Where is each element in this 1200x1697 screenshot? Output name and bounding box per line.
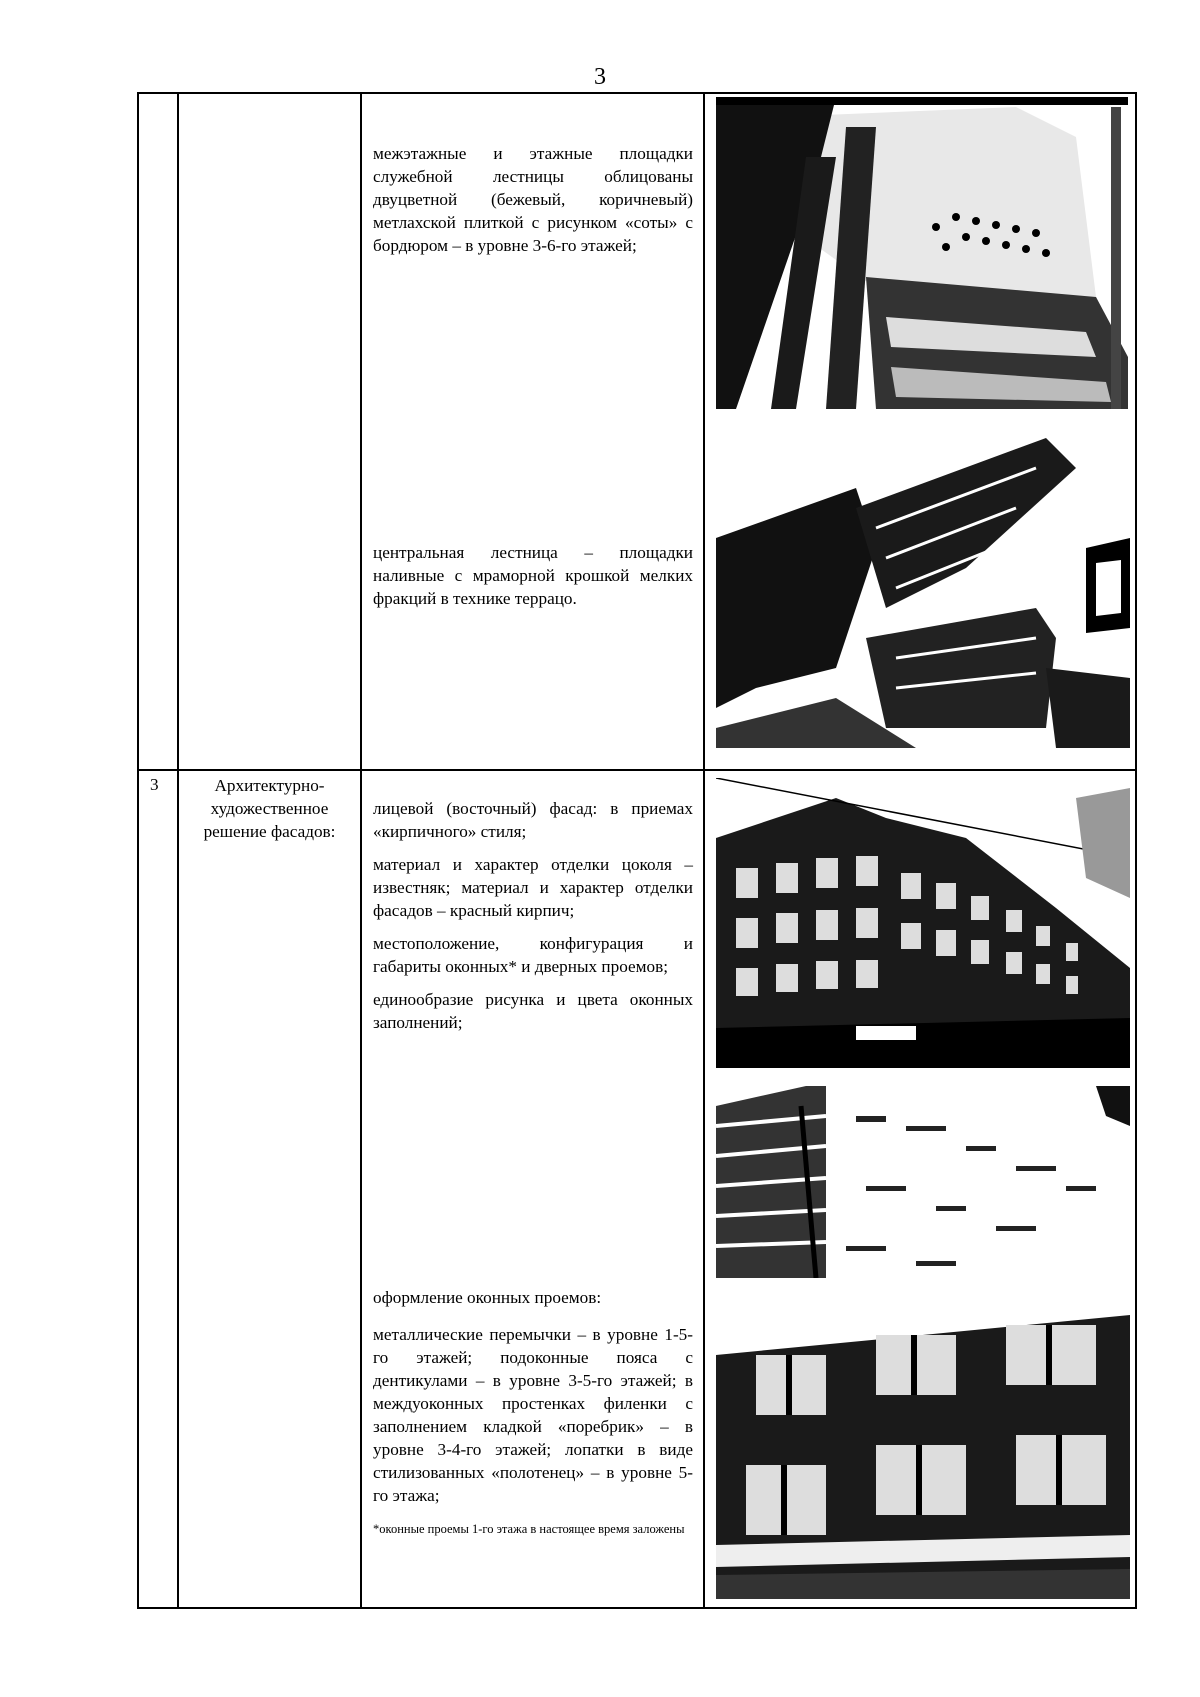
page-number: 3	[594, 64, 606, 90]
table-border-left	[137, 92, 139, 1609]
windows-detail: металлические перемычки – в уровне 1-5-го этажей; подоконные пояса с дентикулами – в уровне 3-5-го этажей; в междуоконных простенках филенки с заполнением кладкой «поребрик» – в уровне 3-4-го этажей; лопатки в виде стилизованных «полотенец» – в уровне 5-го этажа;	[373, 1325, 693, 1505]
service-stair-text	[373, 142, 693, 257]
facade-paragraph-4: единообразие рисунка и цвета оконных заполнений;	[373, 990, 693, 1032]
central-stair-photo	[716, 428, 1130, 748]
facade-paragraph-3: местоположение, конфигурация и габариты оконных* и дверных проемов;	[373, 934, 693, 976]
facade-text	[373, 797, 693, 1034]
row-number: 3	[150, 775, 159, 794]
windows-heading: оформление оконных проемов:	[373, 1288, 602, 1307]
window-details-photo	[716, 1295, 1130, 1599]
facade-photo	[716, 778, 1130, 1068]
footnote: *оконные проемы 1-го этажа в настоящее время заложены	[373, 1522, 685, 1536]
row-divider	[137, 769, 1137, 771]
table-border-right	[1135, 92, 1137, 1609]
service-stair-description: межэтажные и этажные площадки служебной лестницы облицованы двуцветной (бежевый, коричневый) метлахской плиткой с рисунком «соты» с бордюром – в уровне 3-6-го этажей;	[373, 144, 693, 255]
window-fills-photo	[716, 1086, 1130, 1278]
facade-paragraph-2: материал и характер отделки цоколя – известняк; материал и характер отделки фасадов – красный кирпич;	[373, 855, 693, 920]
facade-paragraph-1: лицевой (восточный) фасад: в приемах «кирпичного» стиля;	[373, 799, 693, 841]
central-stair-description: центральная лестница – площадки наливные с мраморной крошкой мелких фракций в технике террацо.	[373, 543, 693, 608]
row-title: Архитектурно-художественное решение фасадов:	[203, 776, 336, 841]
windows-text	[373, 1286, 693, 1538]
table-border-top	[137, 92, 1137, 94]
service-stair-photo	[716, 97, 1128, 409]
column-divider-2	[360, 92, 362, 1609]
table-border-bottom	[137, 1607, 1137, 1609]
column-divider-3	[703, 92, 705, 1609]
central-stair-text	[373, 541, 693, 610]
column-divider-1	[177, 92, 179, 1609]
